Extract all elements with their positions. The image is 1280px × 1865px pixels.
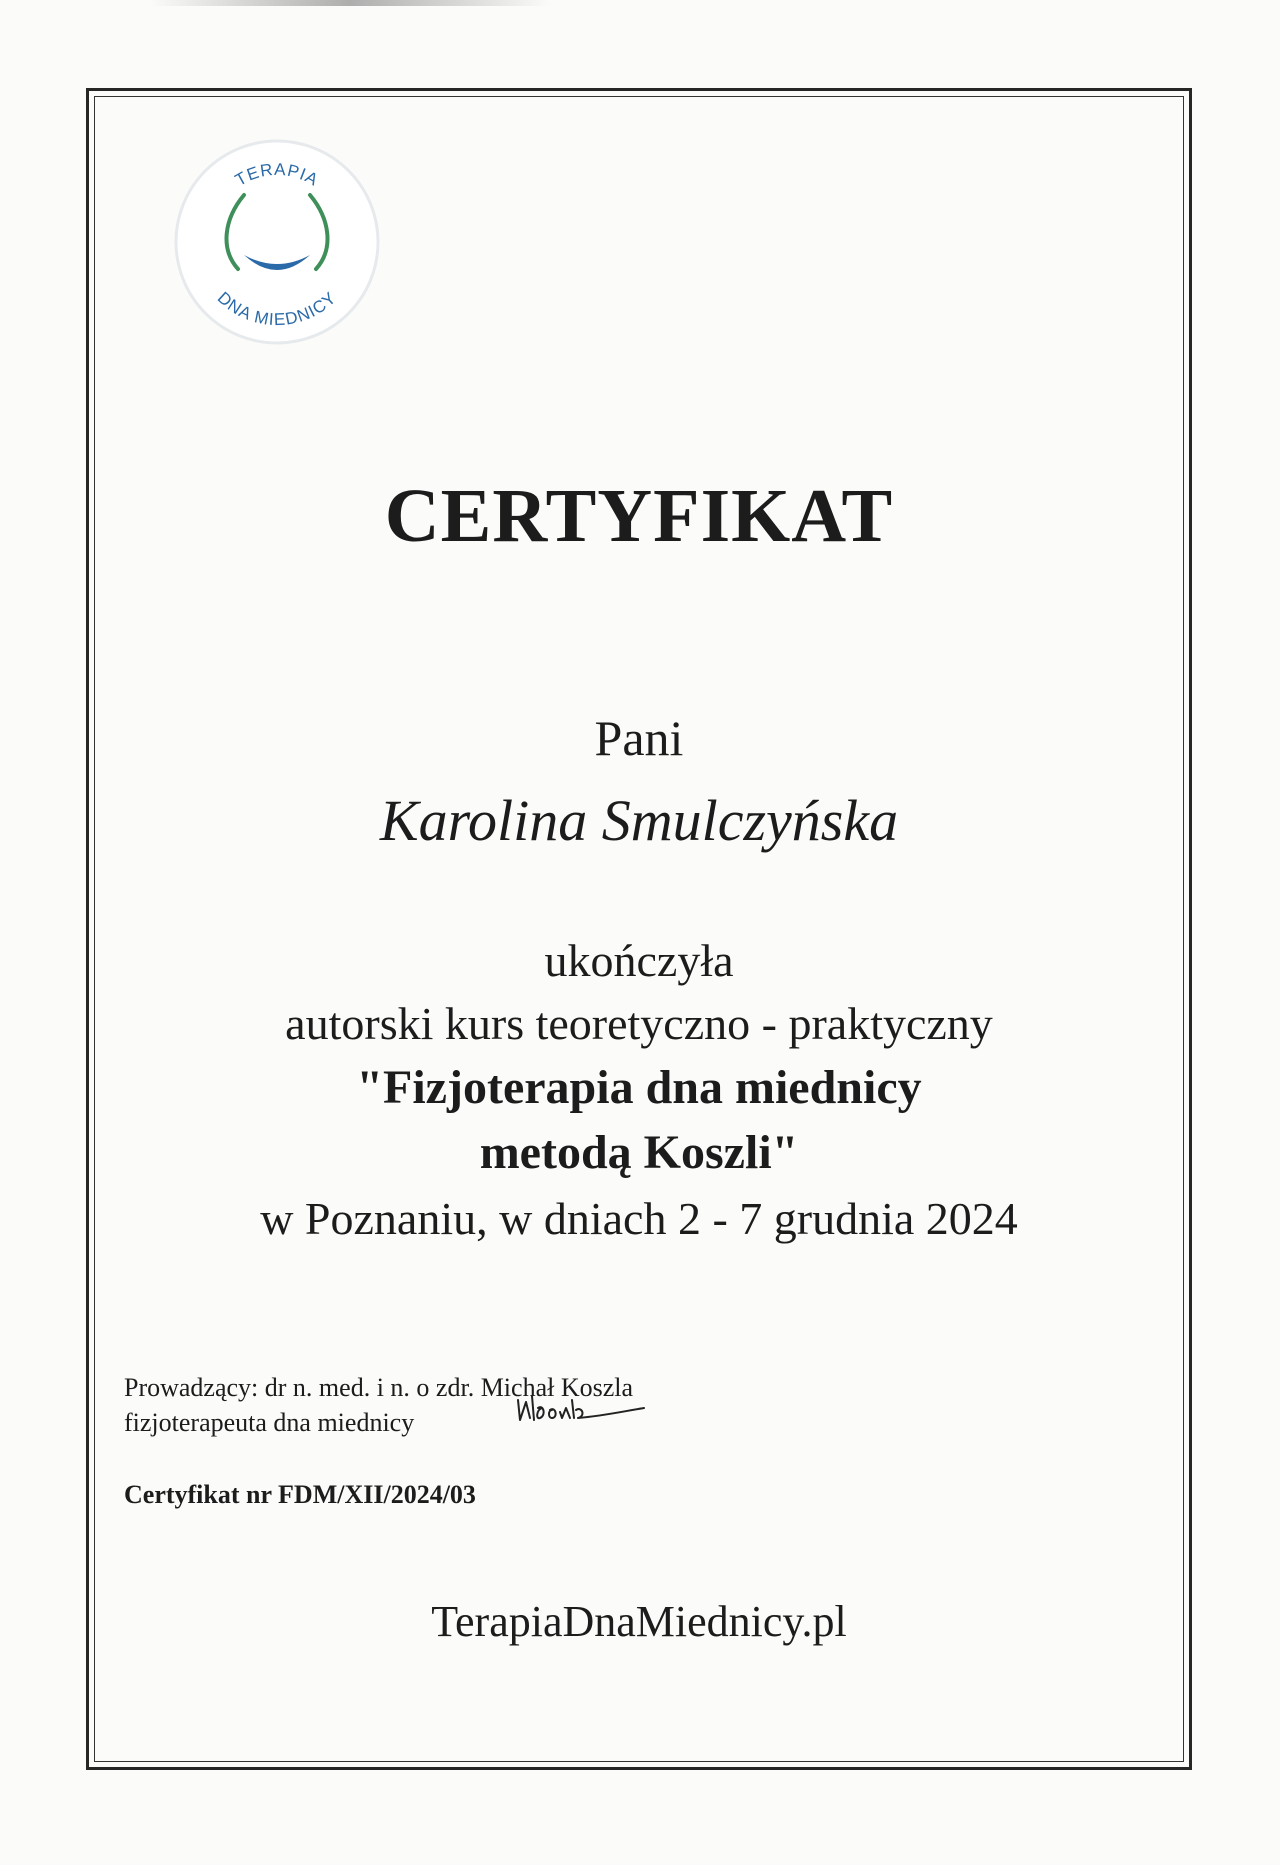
scan-edge-artifact bbox=[150, 0, 550, 6]
certificate-title: CERTYFIKAT bbox=[384, 474, 894, 558]
course-name-line1: "Fizjoterapia dna miednicy bbox=[356, 1061, 922, 1114]
recipient-name: Karolina Smulczyńska bbox=[379, 788, 899, 853]
course-place-dates: w Poznaniu, w dniach 2 - 7 grudnia 2024 bbox=[260, 1193, 1018, 1244]
handwritten-signature bbox=[512, 1386, 652, 1438]
instructor-line: Prowadzący: dr n. med. i n. o zdr. Michał Koszla bbox=[124, 1373, 634, 1402]
course-type: autorski kurs teoretyczno - praktyczny bbox=[285, 998, 993, 1049]
website: TerapiaDnaMiednicy.pl bbox=[431, 1597, 847, 1646]
logo-bottom-text: DNA MIEDNICY bbox=[213, 288, 341, 330]
logo-top-text: TERAPIA bbox=[231, 159, 322, 190]
completed-text: ukończyła bbox=[544, 935, 734, 986]
terapia-dna-miednicy-logo bbox=[172, 137, 382, 347]
course-name-line2: metodą Koszli" bbox=[479, 1126, 799, 1179]
certificate-number: Certyfikat nr FDM/XII/2024/03 bbox=[124, 1480, 476, 1509]
logo-graphic bbox=[172, 137, 382, 347]
honorific: Pani bbox=[594, 710, 684, 766]
instructor-title: fizjoterapeuta dna miednicy bbox=[124, 1408, 415, 1437]
